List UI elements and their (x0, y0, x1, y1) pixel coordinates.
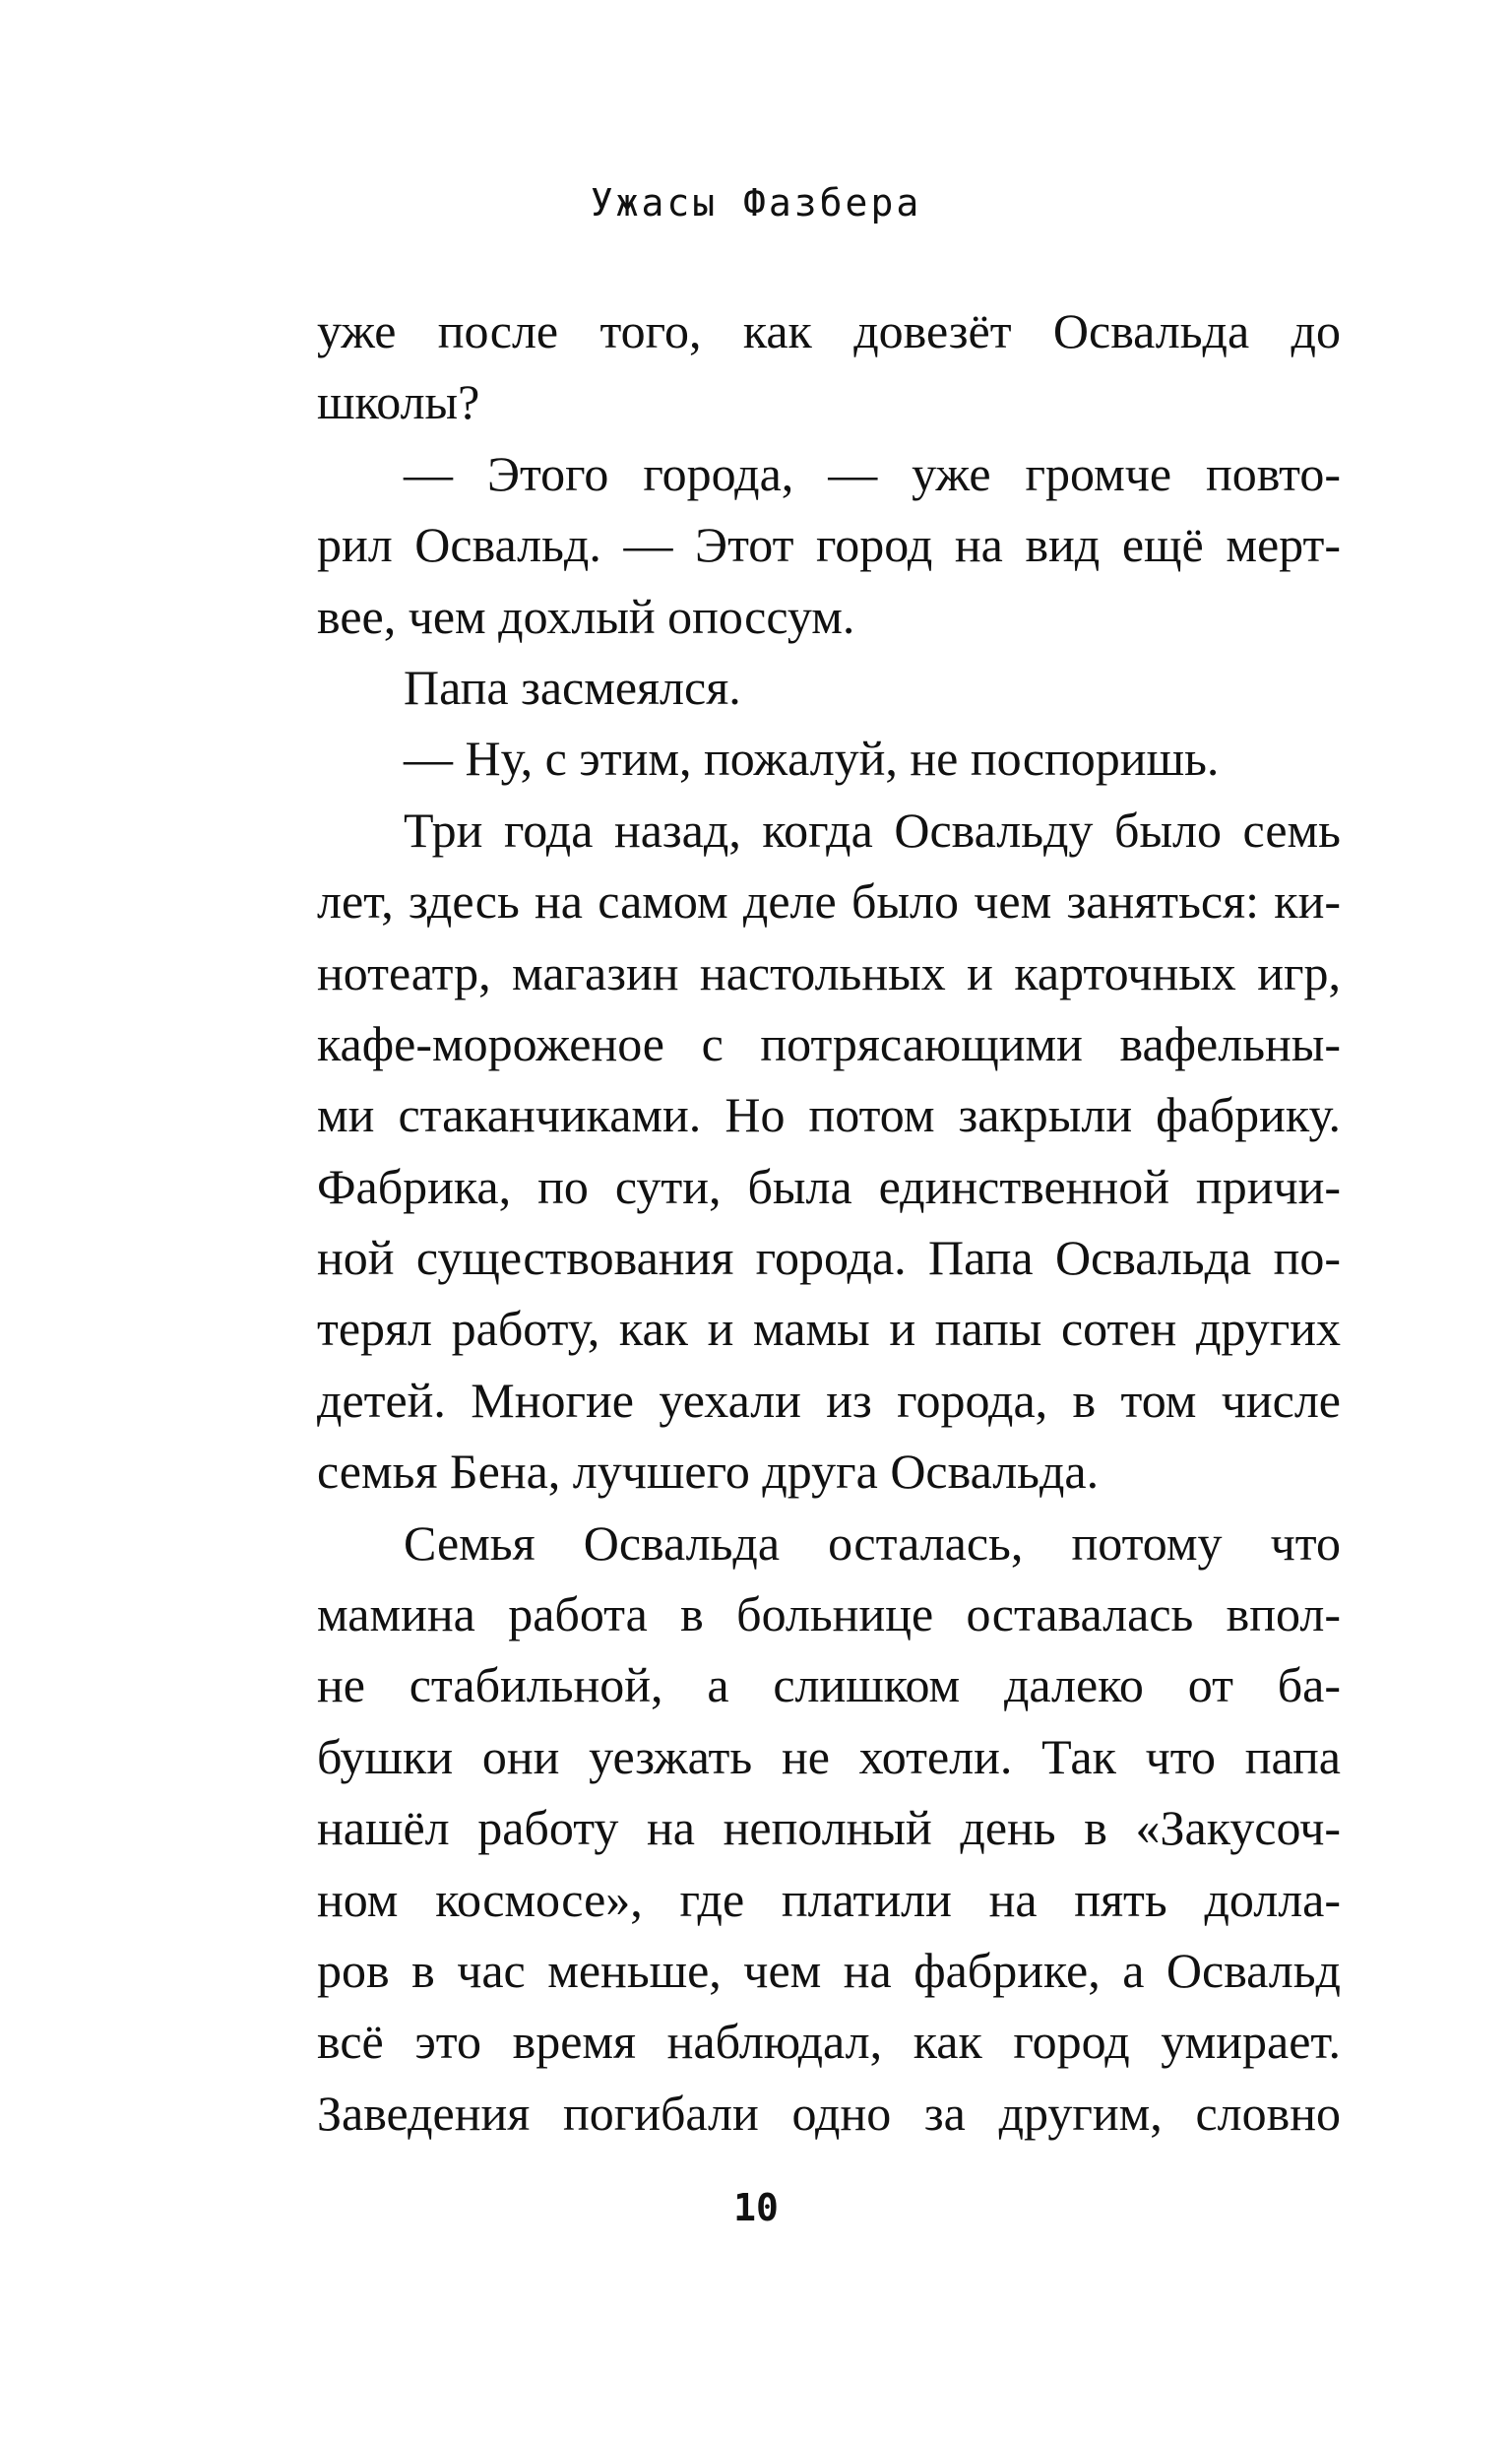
text-line: терял работу, как и мамы и папы сотен других (317, 1301, 1341, 1357)
text-line: мамина работа в больнице оставалась впол- (317, 1586, 1341, 1642)
text-line: Фабрика, по сути, была единственной причи- (317, 1158, 1341, 1214)
text-line: школы? (317, 374, 480, 430)
text-line: нашёл работу на неполный день в «Закусоч- (317, 1800, 1341, 1856)
body-text (317, 295, 1341, 2149)
text-line: ной существования города. Папа Освальда по- (317, 1230, 1341, 1286)
text-line: кафе-мороженое с потрясающими вафельны- (317, 1015, 1341, 1071)
text-line: уже после того, как довезёт Освальда до (317, 303, 1341, 358)
text-line: Папа засмеялся. (404, 659, 741, 715)
page-number: 10 (733, 2186, 779, 2229)
text-line: — Этого города, — уже громче повто- (404, 445, 1341, 501)
text-line: — Ну, с этим, пожалуй, не поспоришь. (404, 731, 1220, 787)
text-line: семья Бена, лучшего друга Освальда. (317, 1444, 1100, 1500)
running-header: Ужасы Фазбера (590, 181, 922, 225)
text-line: ном космосе», где платили на пять долла- (317, 1871, 1341, 1927)
text-line: всё это время наблюдал, как город умирает. (317, 2014, 1341, 2070)
text-line: бушки они уезжать не хотели. Так что папа (317, 1728, 1341, 1784)
text-line: не стабильной, а слишком далеко от ба- (317, 1657, 1341, 1713)
text-line: лет, здесь на самом деле было чем заняться: ки- (317, 873, 1341, 930)
text-line: Три года назад, когда Освальду было семь (404, 802, 1341, 858)
text-line: рил Освальд. — Этот город на вид ещё мерт- (317, 517, 1341, 573)
text-line: Заведения погибали одно за другим, словно (317, 2085, 1341, 2141)
text-line: нотеатр, магазин настольных и карточных игр, (317, 944, 1341, 1000)
text-line: детей. Многие уехали из города, в том числе (317, 1372, 1341, 1428)
text-line: вее, чем дохлый опоссум. (317, 588, 855, 644)
text-line: ров в час меньше, чем на фабрике, а Освальд (317, 1942, 1341, 1998)
text-line: Семья Освальда осталась, потому что (404, 1514, 1341, 1571)
text-line: ми стаканчиками. Но потом закрыли фабрику. (317, 1087, 1341, 1143)
